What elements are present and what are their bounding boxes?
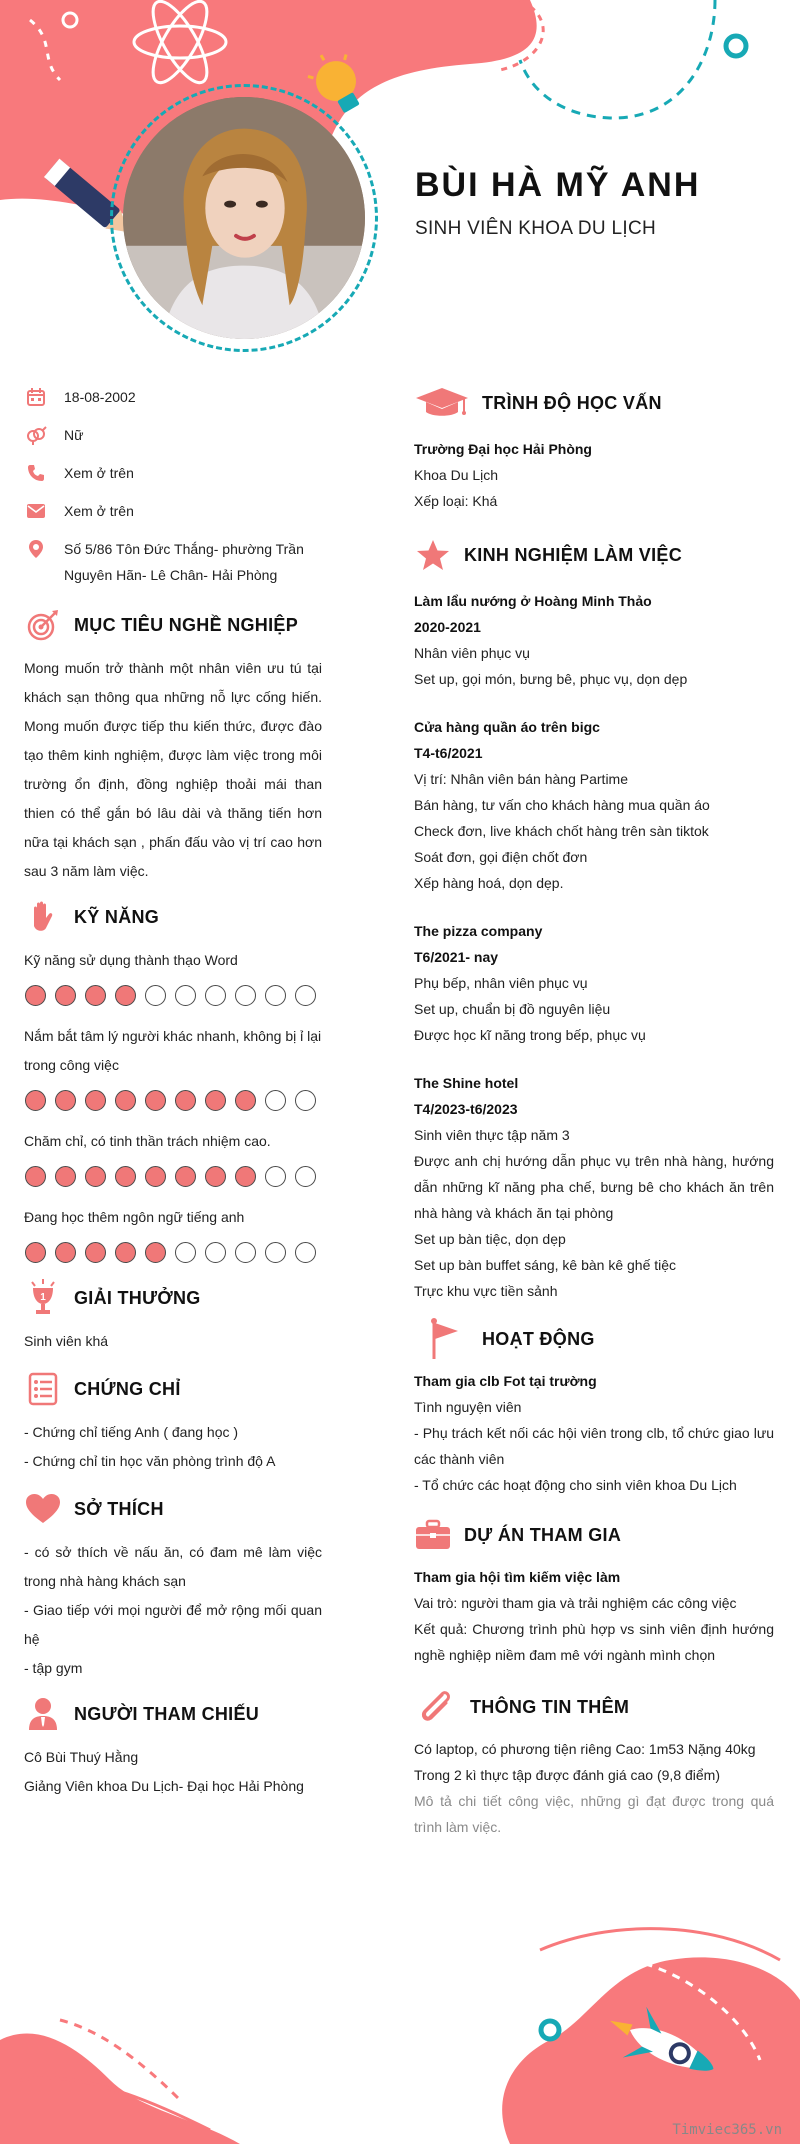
experience-line: Được học kĩ năng trong bếp, phục vụ [414, 1027, 646, 1043]
paperclip-icon [414, 1688, 458, 1726]
experience-line: Set up bàn buffet sáng, kê bàn kê ghế tiệc [414, 1257, 677, 1273]
education-heading [414, 384, 774, 422]
trophy-icon [24, 1279, 62, 1317]
rating-dot-filled [55, 1090, 76, 1111]
email-icon [24, 499, 48, 523]
activities-title: HOẠT ĐỘNG [482, 1328, 595, 1349]
activity-line: Tình nguyện viên [414, 1399, 522, 1415]
experience-line: Vị trí: Nhân viên bán hàng Partime [414, 771, 629, 787]
contact-address [24, 536, 322, 588]
skill-item [24, 946, 322, 1006]
graduation-cap-icon [414, 384, 470, 422]
contact-email-text: Xem ở trên [64, 503, 134, 519]
rating-dot-empty [265, 985, 286, 1006]
hand-icon [24, 898, 62, 936]
skill-item [24, 1022, 322, 1111]
references-title: NGƯỜI THAM CHIẾU [74, 1703, 260, 1724]
skills-title: KỸ NĂNG [74, 906, 160, 927]
activity-item [414, 1368, 774, 1498]
school-name: Trường Đại học Hải Phòng [414, 441, 592, 457]
skill-name: Kỹ năng sử dụng thành thạo Word [24, 952, 238, 968]
skill-rating [25, 985, 322, 1006]
rating-dot-empty [295, 985, 316, 1006]
rating-dot-filled [55, 1166, 76, 1187]
activity-line: - Tổ chức các hoạt động cho sinh viên khoa Du Lịch [414, 1477, 737, 1493]
extra-line: Có laptop, có phương tiện riêng Cao: 1m53 Nặng 40kg [414, 1741, 756, 1757]
rating-dot-filled [235, 1090, 256, 1111]
rating-dot-empty [295, 1242, 316, 1263]
skill-name: Nắm bắt tâm lý người khác nhanh, không bị ỉ lại trong công việc [24, 1028, 322, 1073]
education-item [414, 436, 774, 514]
skill-rating [25, 1166, 322, 1187]
experience-line: Soát đơn, gọi điện chốt đơn [414, 849, 588, 865]
rating-dot-filled [115, 1242, 136, 1263]
hobby-item: - tập gym [24, 1660, 83, 1676]
rating-dot-filled [145, 1166, 166, 1187]
project-result: Kết quả: Chương trình phù hợp vs sinh viên định hướng nghề nghiệp niềm đam mê với ngành mình chọn [414, 1621, 774, 1663]
star-icon [414, 536, 452, 574]
education-title: TRÌNH ĐỘ HỌC VẤN [482, 392, 662, 413]
extra-placeholder-text: Mô tả chi tiết công việc, những gì đạt được trong quá trình làm việc. [414, 1793, 774, 1835]
hobbies-list [24, 1538, 322, 1683]
certificates-title: CHỨNG CHỈ [74, 1378, 181, 1399]
experience-item [414, 714, 774, 896]
objective-title: MỤC TIÊU NGHỀ NGHIỆP [74, 614, 299, 635]
contact-address-text: Số 5/86 Tôn Đức Thắng- phường Trần Nguyên Hãn- Lê Chân- Hải Phòng [64, 541, 304, 583]
extra-line: Trong 2 kì thực tập được đánh giá cao (9,8 điểm) [414, 1767, 721, 1783]
rating-dot-empty [295, 1090, 316, 1111]
skill-rating [25, 1242, 322, 1263]
experience-time: T4/2023-t6/2023 [414, 1101, 518, 1117]
rating-dot-filled [175, 1090, 196, 1111]
experience-line: Set up, gọi món, bưng bê, phục vụ, dọn dẹp [414, 671, 688, 687]
certificates-list [24, 1418, 322, 1476]
rating-dot-empty [235, 985, 256, 1006]
experience-time: T6/2021- nay [414, 949, 499, 965]
experience-line: Phụ bếp, nhân viên phục vụ [414, 975, 588, 991]
skill-rating [25, 1090, 322, 1111]
certificate-item: - Chứng chỉ tiếng Anh ( đang học ) [24, 1424, 239, 1440]
rating-dot-filled [115, 1166, 136, 1187]
experience-item [414, 588, 774, 692]
rating-dot-filled [55, 985, 76, 1006]
awards-text: Sinh viên khá [24, 1333, 109, 1349]
awards-heading [24, 1279, 322, 1317]
contact-gender-text: Nữ [64, 427, 84, 443]
rating-dot-empty [235, 1242, 256, 1263]
heart-icon [24, 1490, 62, 1528]
calendar-icon [24, 385, 48, 409]
rating-dot-filled [145, 1090, 166, 1111]
gender-icon [24, 423, 48, 447]
activity-line: - Phụ trách kết nối các hội viên trong clb, tổ chức giao lưu các thành viên [414, 1425, 774, 1467]
target-icon [24, 606, 62, 644]
top-right-decoration [500, 0, 800, 130]
rating-dot-filled [25, 985, 46, 1006]
experience-title: KINH NGHIỆM LÀM VIỆC [464, 544, 683, 565]
experience-item [414, 1070, 774, 1304]
skill-item [24, 1127, 322, 1187]
experience-line: Set up, chuẩn bị đồ nguyên liệu [414, 1001, 611, 1017]
project-role: Vai trò: người tham gia và trải nghiệm các công việc [414, 1595, 737, 1611]
experience-line: Sinh viên thực tập năm 3 [414, 1127, 570, 1143]
experience-list [414, 588, 774, 1304]
experience-item [414, 918, 774, 1048]
reference-name: Cô Bùi Thuý Hằng [24, 1749, 139, 1765]
flag-icon [414, 1320, 470, 1358]
activities-heading [414, 1320, 774, 1358]
certificates-heading [24, 1370, 322, 1408]
skills-heading [24, 898, 322, 936]
rating-dot-empty [265, 1090, 286, 1111]
rating-dot-filled [85, 1166, 106, 1187]
projects-heading [414, 1516, 774, 1554]
hobby-item: - có sở thích về nấu ăn, có đam mê làm việc trong nhà hàng khách sạn [24, 1544, 322, 1589]
experience-company: Làm lẩu nướng ở Hoàng Minh Thảo [414, 593, 652, 609]
projects-content [414, 1564, 774, 1668]
projects-title: DỰ ÁN THAM GIA [464, 1524, 622, 1545]
extra-title: THÔNG TIN THÊM [470, 1696, 630, 1717]
contact-birthday [24, 384, 322, 410]
project-item [414, 1564, 774, 1668]
rating-dot-filled [85, 1242, 106, 1263]
watermark: Timviec365.vn [672, 2122, 782, 2138]
certificate-item: - Chứng chỉ tin học văn phòng trình độ A [24, 1453, 276, 1469]
contact-birthday-text: 18-08-2002 [64, 389, 136, 405]
rating-dot-filled [55, 1242, 76, 1263]
hobbies-heading [24, 1490, 322, 1528]
reference-position: Giảng Viên khoa Du Lịch- Đại học Hải Phòng [24, 1778, 304, 1794]
rating-dot-filled [205, 1166, 226, 1187]
person-icon [24, 1695, 62, 1733]
grade: Xếp loại: Khá [414, 493, 498, 509]
experience-company: Cửa hàng quần áo trên bigc [414, 719, 600, 735]
experience-company: The pizza company [414, 923, 543, 939]
skill-item [24, 1203, 322, 1263]
rating-dot-empty [145, 985, 166, 1006]
extra-content [414, 1736, 774, 1840]
hobbies-title: SỞ THÍCH [74, 1498, 164, 1519]
rating-dot-empty [205, 985, 226, 1006]
contact-phone-text: Xem ở trên [64, 465, 134, 481]
rating-dot-empty [175, 985, 196, 1006]
experience-line: Xếp hàng hoá, dọn dẹp. [414, 875, 564, 891]
education-content [414, 436, 774, 514]
rating-dot-empty [265, 1242, 286, 1263]
rating-dot-empty [265, 1166, 286, 1187]
experience-line: Check đơn, live khách chốt hàng trên sàn tiktok [414, 823, 709, 839]
awards-title: GIẢI THƯỞNG [74, 1287, 201, 1308]
skill-name: Chăm chỉ, có tinh thần trách nhiệm cao. [24, 1133, 271, 1149]
rating-dot-filled [175, 1166, 196, 1187]
skills-list [24, 946, 322, 1263]
rating-dot-filled [145, 1242, 166, 1263]
experience-line: Nhân viên phục vụ [414, 645, 530, 661]
certificate-icon [24, 1370, 62, 1408]
rating-dot-filled [25, 1242, 46, 1263]
rating-dot-filled [85, 1090, 106, 1111]
briefcase-icon [414, 1516, 452, 1554]
activities-content [414, 1368, 774, 1498]
references-heading [24, 1695, 322, 1733]
contact-phone [24, 460, 322, 486]
candidate-name: BÙI HÀ MỸ ANH [415, 166, 701, 204]
left-column [24, 384, 322, 1801]
rating-dot-empty [295, 1166, 316, 1187]
svg-text:1: 1 [40, 1292, 46, 1303]
phone-icon [24, 461, 48, 485]
objective-text: Mong muốn trở thành một nhân viên ưu tú tại khách sạn thông qua những nỗ lực cống hiến. Mong muốn được tiếp thu kiến thức, được đào tạo thêm kinh nghiệm, được làm việc trong môi trường ổn định, đồng nghiệp thoải mái than thien có thể gắn bó lâu dài và thăng tiến hơn nữa tại khách sạn , phấn đấu vào vị trí cao hơn sau 3 năm làm việc. [24, 660, 322, 879]
rating-dot-filled [115, 985, 136, 1006]
experience-time: 2020-2021 [414, 619, 481, 635]
rating-dot-filled [115, 1090, 136, 1111]
contact-info [24, 384, 322, 588]
right-column [414, 384, 774, 1858]
profile-photo [123, 97, 365, 339]
rating-dot-filled [205, 1090, 226, 1111]
experience-company: The Shine hotel [414, 1075, 519, 1091]
experience-line: Bán hàng, tư vấn cho khách hàng mua quần áo [414, 797, 710, 813]
objective-heading [24, 606, 322, 644]
experience-line: Được anh chị hướng dẫn phục vụ trên nhà hàng, hướng dẫn những kĩ năng pha chế, bưng bê cho khách ăn trên nhà hàng và khách ăn tại phòng [414, 1153, 774, 1221]
rating-dot-filled [25, 1090, 46, 1111]
rating-dot-filled [85, 985, 106, 1006]
experience-heading [414, 536, 774, 574]
rating-dot-empty [175, 1242, 196, 1263]
project-name: Tham gia hội tìm kiếm việc làm [414, 1569, 621, 1585]
contact-gender [24, 422, 322, 448]
experience-line: Trực khu vực tiền sảnh [414, 1283, 558, 1299]
extra-heading [414, 1688, 774, 1726]
profile-photo-frame [110, 84, 378, 352]
experience-time: T4-t6/2021 [414, 745, 483, 761]
contact-email [24, 498, 322, 524]
location-icon [24, 537, 48, 561]
rating-dot-empty [205, 1242, 226, 1263]
skill-name: Đang học thêm ngôn ngữ tiếng anh [24, 1209, 245, 1225]
bottom-left-blob-decoration [0, 1980, 300, 2144]
bottom-right-blob-decoration [480, 1910, 800, 2144]
experience-line: Set up bàn tiệc, dọn dẹp [414, 1231, 566, 1247]
faculty: Khoa Du Lịch [414, 467, 499, 483]
rating-dot-filled [25, 1166, 46, 1187]
job-title: SINH VIÊN KHOA DU LỊCH [415, 218, 656, 239]
hobby-item: - Giao tiếp với mọi người để mở rộng mối quan hệ [24, 1602, 322, 1647]
rating-dot-filled [235, 1166, 256, 1187]
references-list [24, 1743, 322, 1801]
activity-name: Tham gia clb Fot tại trường [414, 1373, 597, 1389]
portrait-illustration [123, 97, 365, 339]
